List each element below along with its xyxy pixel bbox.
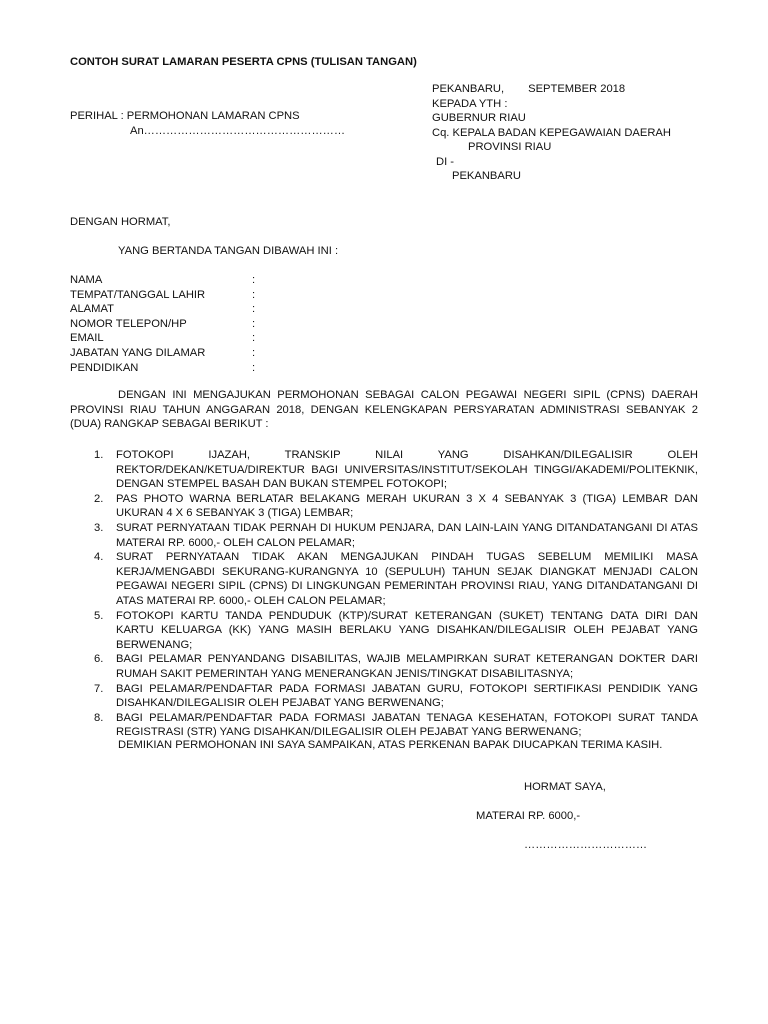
list-item (70, 550, 698, 608)
field-label: NOMOR TELEPON/HP (70, 317, 187, 330)
signatory-intro: YANG BERTANDA TANGAN DIBAWAH INI : (118, 245, 339, 257)
date: SEPTEMBER 2018 (528, 83, 626, 95)
field-label: TEMPAT/TANGGAL LAHIR (70, 288, 206, 301)
list-item-number: 1. (94, 449, 104, 461)
field-label: EMAIL (70, 332, 104, 345)
list-item (70, 492, 698, 521)
kepada-yth: KEPADA YTH : (432, 97, 508, 110)
field-row (70, 273, 330, 288)
list-item-number: 4. (94, 551, 104, 564)
signature-name-line: …………………………… (524, 839, 648, 851)
signature-greeting: HORMAT SAYA, (524, 781, 606, 793)
city: PEKANBARU, (432, 83, 505, 95)
list-item-number: 2. (94, 492, 104, 505)
province-line: PROVINSI RIAU (468, 141, 552, 153)
field-row (70, 346, 330, 361)
list-item-text: PAS PHOTO WARNA BERLATAR BELAKANG MERAH UKURAN 3 X 4 SEBANYAK 3 (TIGA) LEMBAR DAN UKURAN 4 X 6 SEBANYAK 3 (TIGA) LEMBAR; (116, 492, 698, 520)
field-colon: : (252, 303, 256, 316)
field-colon: : (252, 317, 256, 330)
list-item-text: SURAT PERNYATAAN TIDAK AKAN MENGAJUKAN PINDAH TUGAS SEBELUM MEMILIKI MASA KERJA/MENGABDI SEKURANG-KURANGNYA 10 (SEPULUH) TAHUN SEJAK DIANGKAT MENJADI CALON PEGAWAI NEGERI SIPIL (CPNS) DI LINGKUNGAN PEMERINTAH PROVINSI RIAU, YANG DITANDATANGANI DI ATAS MATERAI RP. 6000,- OLEH CALON PELAMAR; (116, 551, 698, 607)
field-colon: : (252, 274, 256, 286)
list-item-text: BAGI PELAMAR PENYANDANG DISABILITAS, WAJIB MELAMPIRKAN SURAT KETERANGAN DOKTER DARI RUMAH SAKIT PEMERINTAH YANG MENERANGKAN JENIS/TINGKAT DISABILITASNYA; (116, 653, 698, 680)
field-colon: : (252, 361, 256, 374)
list-item-number: 3. (94, 521, 104, 534)
field-row (70, 361, 330, 376)
list-item-text: SURAT PERNYATAAN TIDAK PERNAH DI HUKUM PENJARA, DAN LAIN-LAIN YANG DITANDATANGANI DI ATAS MATERAI RP. 6000,- OLEH CALON PELAMAR; (116, 521, 698, 549)
requirements-list (70, 448, 698, 740)
list-item-number: 5. (94, 609, 104, 622)
materai-stamp-note: MATERAI RP. 6000,- (476, 810, 581, 822)
list-item (70, 521, 698, 550)
document-title: CONTOH SURAT LAMARAN PESERTA CPNS (TULISAN TANGAN) (70, 56, 417, 68)
field-label: PENDIDIKAN (70, 361, 139, 374)
field-row (70, 317, 330, 332)
list-item-text: FOTOKOPI KARTU TANDA PENDUDUK (KTP)/SURAT KETERANGAN (SUKET) TENTANG DATA DIRI DAN KARTU KELUARGA (KK) YANG MASIH BERLAKU YANG DISAHKAN/DILEGALISIR OLEH PEJABAT YANG BERWENANG; (116, 609, 698, 651)
field-row (70, 288, 330, 303)
salutation: DENGAN HORMAT, (70, 216, 171, 228)
subject-line: PERIHAL : PERMOHONAN LAMARAN CPNS (70, 110, 300, 122)
field-colon: : (252, 346, 256, 359)
list-item-text: BAGI PELAMAR/PENDAFTAR PADA FORMASI JABATAN TENAGA KESEHATAN, FOTOKOPI SURAT TANDA REGISTRASI (STR) YANG DISAHKAN/DILEGALISIR OLEH PEJABAT YANG BERWENANG; (116, 711, 698, 739)
closing-paragraph: DEMIKIAN PERMOHONAN INI SAYA SAMPAIKAN, ATAS PERKENAN BAPAK DIUCAPKAN TERIMA KASIH. (118, 739, 663, 751)
list-item-number: 7. (94, 682, 104, 695)
addressee-block (432, 82, 671, 184)
list-item-text: BAGI PELAMAR/PENDAFTAR PADA FORMASI JABATAN GURU, FOTOKOPI SERTIFIKASI PENDIDIK YANG DISAHKAN/DILEGALISIR OLEH PEJABAT YANG BERWENANG; (116, 682, 698, 710)
list-item (70, 448, 698, 492)
list-item (70, 609, 698, 653)
field-label: ALAMAT (70, 303, 114, 316)
list-item (70, 682, 698, 711)
location-line: PEKANBARU (452, 170, 522, 182)
list-item-text: FOTOKOPI IJAZAH, TRANSKIP NILAI YANG DISAHKAN/DILEGALISIR OLEH REKTOR/DEKAN/KETUA/DIREKTUR BAGI UNIVERSITAS/INSTITUT/SEKOLAH TINGGI/AKADEMI/POLITEKNIK, DENGAN STEMPEL BASAH DAN BUKAN STEMPEL FOTOKOPI; (116, 449, 698, 491)
intro-paragraph-block (70, 388, 698, 432)
field-row (70, 302, 330, 317)
intro-paragraph: DENGAN INI MENGAJUKAN PERMOHONAN SEBAGAI CALON PEGAWAI NEGERI SIPIL (CPNS) DAERAH PROVINSI RIAU TAHUN ANGGARAN 2018, DENGAN KELENGKAPAN PERSYARATAN ADMINISTRASI SEBANYAK 2 (DUA) RANGKAP SEBAGAI BERIKUT : (70, 389, 698, 431)
addressee-name: GUBERNUR RIAU (432, 112, 526, 124)
place-date-line (432, 82, 671, 97)
an-line: An……………………………………………… (130, 125, 346, 137)
field-row (70, 331, 330, 346)
field-label: JABATAN YANG DILAMAR (70, 346, 206, 359)
di-line: DI - (436, 155, 455, 168)
applicant-fields (70, 273, 330, 375)
list-item-number: 8. (94, 711, 104, 724)
field-colon: : (252, 332, 256, 345)
list-item (70, 711, 698, 740)
field-colon: : (252, 288, 256, 301)
field-label: NAMA (70, 274, 103, 286)
list-item (70, 652, 698, 681)
cq-line: Cq. KEPALA BADAN KEPEGAWAIAN DAERAH (432, 126, 671, 139)
list-item-number: 6. (94, 653, 104, 666)
